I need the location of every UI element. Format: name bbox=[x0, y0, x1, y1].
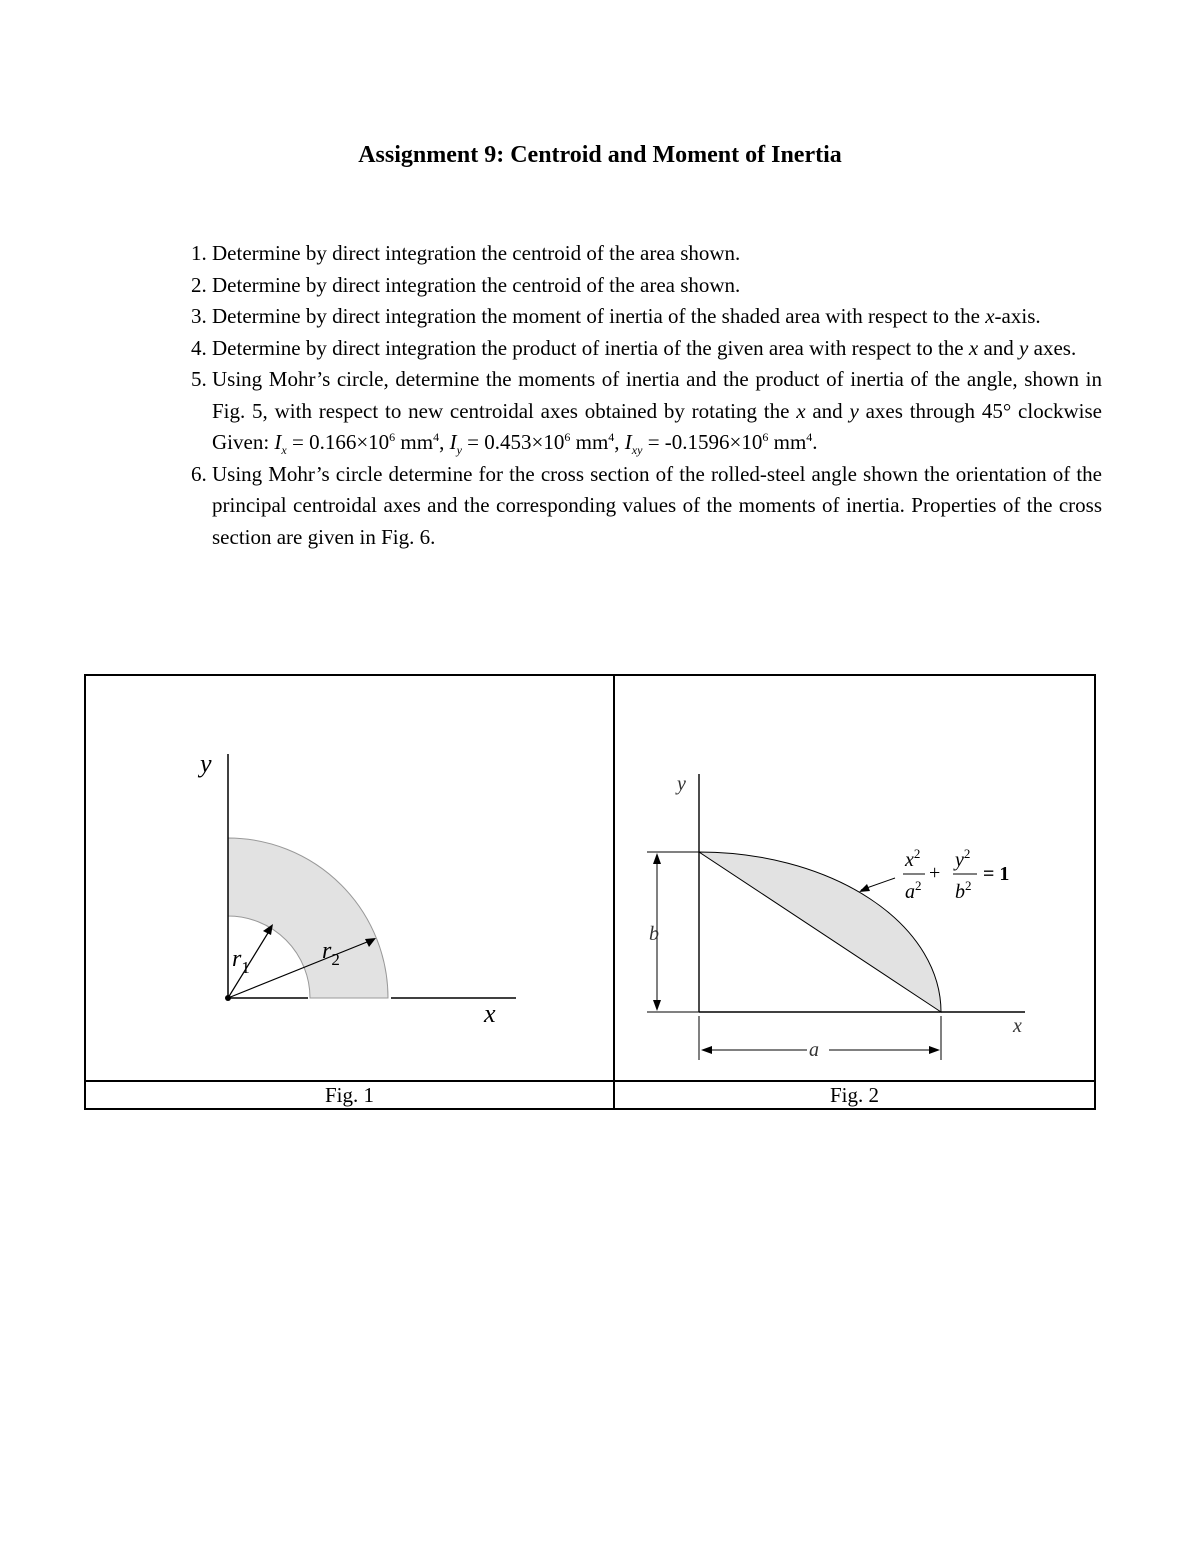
problem-item: 6. Using Mohr’s circle determine for the cross section of the rolled-steel angle shown the orientation of the principal centroidal axes and the corresponding values of the moments of inertia. Properties of the cross section are given in Fig. 6. bbox=[212, 459, 1102, 554]
problem-item: 1. Determine by direct integration the centroid of the area shown. bbox=[212, 238, 1102, 270]
problem-item: 5. Using Mohr’s circle, determine the moments of inertia and the product of inertia of the angle, shown in Fig. 5, with respect to new centroidal axes obtained by rotating the x and y axes through 45° clockwise Given: $I_x = 0.166\times 10^6$ $mm^4$, $I_y = 0.453\times 10^6$ $mm^4$, $I_{xy} = -0.1596\times 10^6$ $mm^4$. bbox=[212, 364, 1102, 459]
shaded-area bbox=[699, 852, 941, 1012]
figure-2-caption: Fig. 2 bbox=[614, 1081, 1095, 1109]
ellipse-equation bbox=[903, 846, 1009, 903]
x-axis-label: x bbox=[484, 999, 496, 1028]
figure-2-cell bbox=[614, 675, 1095, 1081]
b-arrow-top bbox=[653, 853, 661, 864]
r1-label: $r_1$ bbox=[232, 946, 250, 977]
figure-2-diagram bbox=[615, 676, 1094, 1080]
a-arrow-left bbox=[701, 1046, 712, 1054]
quarter-annulus-area bbox=[228, 838, 388, 998]
problem-list bbox=[170, 238, 1102, 553]
svg-text:= 1: = 1 bbox=[983, 863, 1010, 885]
svg-text:x2: $x^2$ bbox=[905, 846, 921, 871]
a-arrow-right bbox=[929, 1046, 940, 1054]
svg-text:+: + bbox=[929, 862, 941, 884]
figure-table bbox=[84, 674, 1096, 1110]
problem-item: 3. Determine by direct integration the moment of inertia of the shaded area with respect to the x-axis. bbox=[212, 301, 1102, 333]
origin-point bbox=[225, 995, 231, 1001]
figure-1-caption: Fig. 1 bbox=[85, 1081, 614, 1109]
x-axis-label: x bbox=[1013, 1015, 1022, 1037]
b-label: b bbox=[649, 923, 659, 945]
svg-text:y2: $y^2$ bbox=[955, 846, 971, 871]
svg-text:b2: $b^2$ bbox=[955, 878, 972, 903]
figure-1-cell bbox=[85, 675, 614, 1081]
problem-item: 2. Determine by direct integration the centroid of the area shown. bbox=[212, 270, 1102, 302]
y-axis-label: y bbox=[677, 773, 686, 795]
b-arrow-bottom bbox=[653, 1000, 661, 1011]
figure-1-diagram bbox=[86, 676, 613, 1080]
problem-item: 4. Determine by direct integration the product of inertia of the given area with respect to the x and y axes. bbox=[212, 333, 1102, 365]
svg-text:a2: $a^2$ bbox=[905, 878, 922, 903]
y-axis-label: y bbox=[200, 749, 212, 778]
a-label: a bbox=[809, 1039, 819, 1061]
r2-label: $r_2$ bbox=[322, 938, 340, 969]
equation-leader-arrow bbox=[859, 884, 870, 892]
page-title: Assignment 9: Centroid and Moment of Inertia bbox=[358, 142, 842, 168]
